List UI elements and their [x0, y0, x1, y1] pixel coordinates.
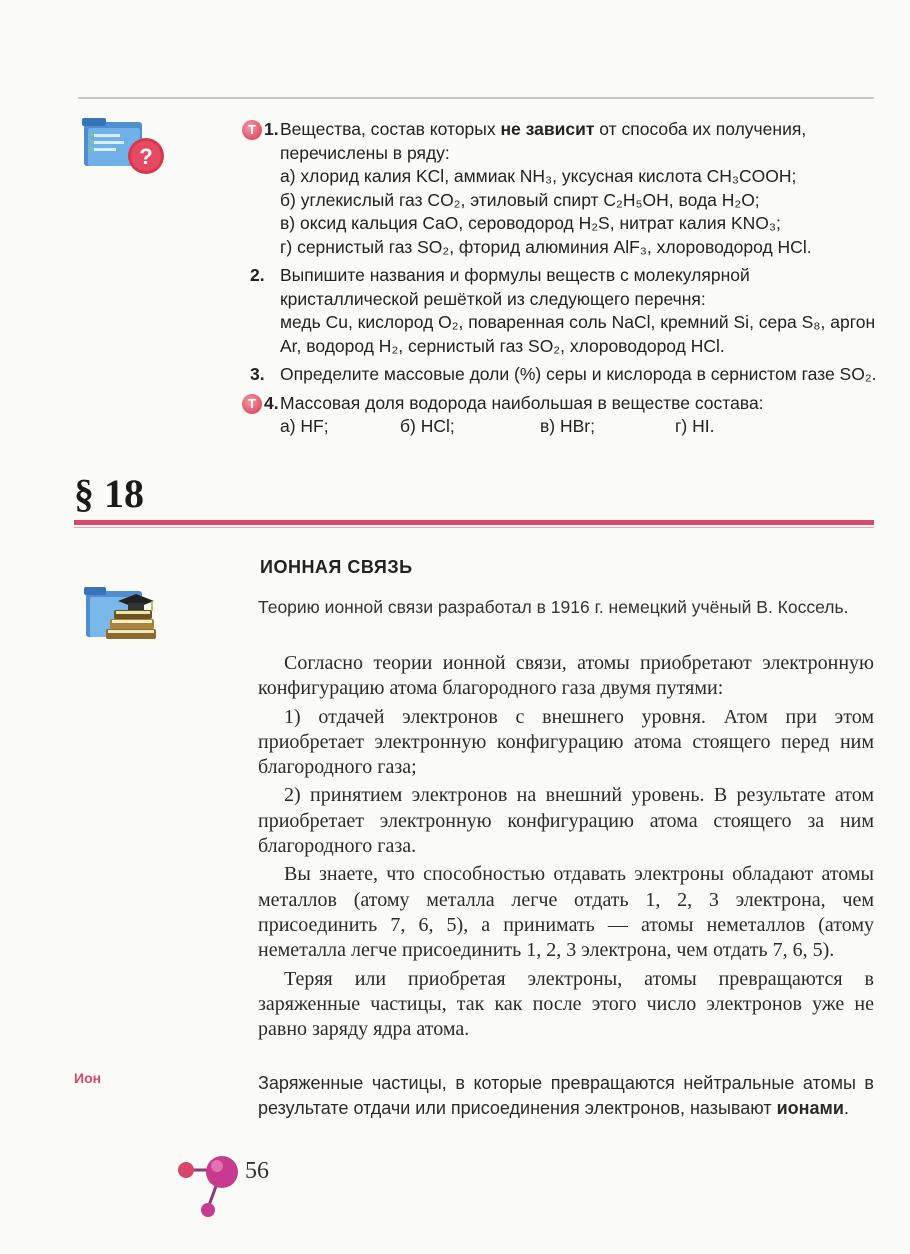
definition-term: ионами	[776, 1097, 844, 1118]
answer-option: в) HBr;	[540, 416, 595, 436]
tasks-block	[250, 118, 878, 444]
task-1	[250, 118, 878, 259]
intro-text: Теорию ионной связи разработал в 1916 г. немецкий учёный В. Коссель.	[258, 597, 849, 617]
page-number: 56	[245, 1158, 269, 1184]
test-marker-icon: Т	[242, 394, 262, 414]
test-marker-icon: Т	[242, 120, 262, 140]
answer-option: б) углекислый газ CO₂, этиловый спирт C₂H₅OH, вода H₂O;	[280, 189, 760, 210]
section-divider	[74, 520, 874, 525]
answer-options	[280, 415, 878, 439]
task-text: Выпишите названия и формулы веществ с молекулярной кристаллической решёткой из следующего перечня:	[280, 265, 750, 309]
answer-option: в) оксид кальция CaO, сероводород H₂S, нитрат калия KNO₃;	[280, 213, 781, 233]
task-number: 4.	[264, 392, 279, 413]
task-text: Определите массовые доли (%) серы и кислорода в сернистом газе SO₂.	[280, 364, 877, 384]
paragraph: Теряя или приобретая электроны, атомы превращаются в заряженные частицы, так как после этого число электронов уже не равно заряду ядра атома.	[258, 967, 874, 1041]
margin-term: Ион	[74, 1070, 102, 1086]
question-folder-icon	[80, 114, 172, 176]
answer-option: г) сернистый газ SO₂, фторид алюминия AlF₃, хлороводород HCl.	[280, 236, 812, 257]
task-text: Массовая доля водорода наибольшая в веществе состава:	[280, 392, 764, 413]
task-number: 3.	[250, 364, 265, 384]
top-divider	[78, 97, 874, 99]
task-text: перечислены в ряду:	[280, 142, 450, 163]
answer-option: б) HCl;	[400, 416, 455, 436]
definition-part: .	[843, 1097, 849, 1118]
definition-part: Заряженные частицы, в которые превращаются нейтральные атомы в результате отдачи или присоединения электронов, называют	[258, 1073, 874, 1118]
task-text-part: Вещества, состав которых	[280, 119, 501, 139]
paragraph: 2) принятием электронов на внешний уровень. В результате атом приобретает электронную конфигурацию атома стоящего за ним благородного газа.	[258, 784, 874, 858]
section-divider-thin	[74, 527, 874, 528]
task-number: 2.	[250, 265, 265, 285]
answer-option: а) хлорид калия KCl, аммиак NH₃, уксусная кислота CH₃COOH;	[280, 166, 797, 186]
section-number: § 18	[74, 471, 144, 516]
task-text-part: от способа их получения,	[594, 119, 807, 139]
task-detail: медь Cu, кислород O₂, поваренная соль NaCl, кремний Si, сера S₈, аргон Ar, водород H₂, сернистый газ SO₂, хлороводород HCl.	[280, 312, 876, 356]
answer-option: а) HF;	[280, 416, 329, 436]
molecule-decoration-icon	[170, 1148, 250, 1220]
paragraph: Вы знаете, что способностью отдавать электроны обладают атомы металлов (атому металла легче отдать 1, 2, 3 электрона, чем присоединить 7, 6, 5), а принимать — атомы неметаллов (атому неметалла легче присоединить 1, 2, 3 электрона, чем отдать 7, 6, 5).	[258, 863, 874, 962]
answer-option: г) HI.	[675, 416, 715, 436]
section-title: ИОННАЯ СВЯЗЬ	[260, 557, 413, 577]
task-keyword: не зависит	[500, 119, 595, 139]
task-2	[250, 264, 878, 358]
paragraph: 1) отдачей электронов с внешнего уровня. Атом при этом приобретает электронную конфигурацию атома стоящего перед ним благородного газа;	[258, 705, 874, 779]
svg-text:?: ?	[139, 144, 153, 169]
body-text	[258, 651, 874, 1045]
task-text	[280, 118, 878, 142]
books-graduation-cap-icon	[80, 585, 168, 647]
definition-text	[258, 1071, 874, 1120]
task-3	[250, 363, 878, 387]
task-4	[250, 392, 878, 439]
paragraph: Согласно теории ионной связи, атомы приобретают электронную конфигурацию атома благородного газа двумя путями:	[258, 652, 874, 700]
task-number: 1.	[264, 119, 279, 139]
